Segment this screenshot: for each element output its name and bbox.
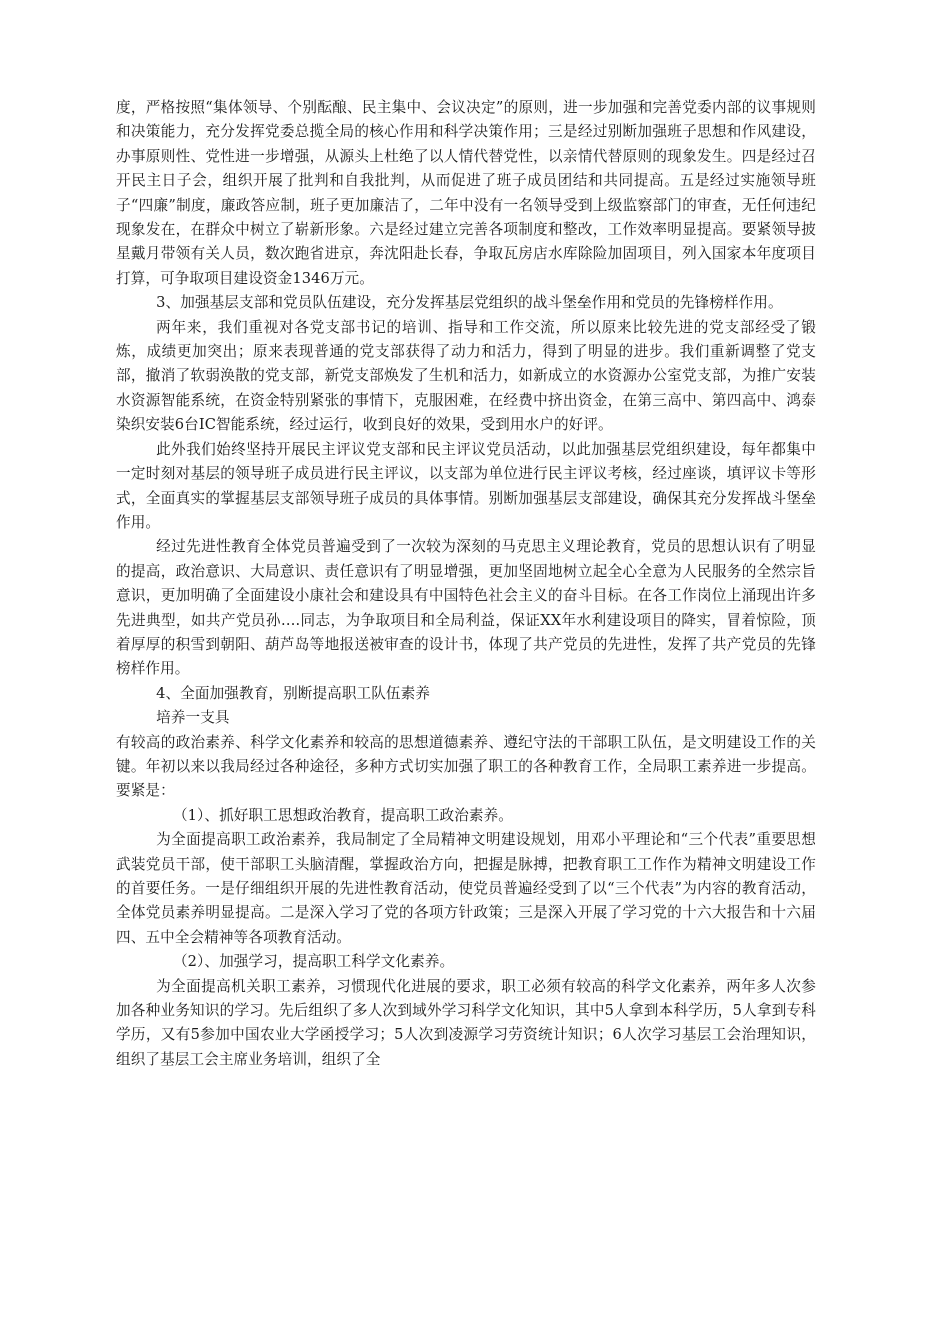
heading-section-4: 4、全面加强教育，别断提高职工队伍素养 bbox=[156, 684, 431, 702]
paragraph-advanced-education: 经过先进性教育全体党员普遍受到了一次较为深刻的马克思主义理论教育，党员的思想认识有了明显的提高，政治意识、大局意识、责任意识有了明显增强，更加坚固地树立起全心全意为人民服务的全然宗旨意识，更加明确了全面建设小康社会和建设具有中国特色社会主义的奋斗目标。在各工作岗位上涌现出许多先进典型，如共产党员孙….同志，为争取项目和全局利益，保证XX年水利建设项目的降实，冒着惊险，顶着厚厚的积雪到朝阳、葫芦岛等地报送被审查的设计书，体现了共产党员的先进性，发挥了共产党员的先锋榜样作用。 bbox=[116, 538, 816, 678]
heading-section-3: 3、加强基层支部和党员队伍建设，充分发挥基层党组织的战斗堡垒作用和党员的先锋榜样作用。 bbox=[156, 294, 783, 312]
paragraph-party-branch-training: 两年来，我们重视对各党支部书记的培训、指导和工作交流，所以原来比较先进的党支部经受了锻炼，成绩更加突出；原来表现普通的党支部获得了动力和活力，得到了明显的进步。我们重新调整了党支部，撤消了软弱涣散的党支部，新党支部焕发了生机和活力，如新成立的水资源办公室党支部，为推广安装水资源智能系统，在资金特别紧张的事情下，克服困难，在经费中挤出资金，在第三高中、第四高中、鸿泰染织安装6台IC智能系统，经过运行，收到良好的效果，受到用水户的好评。 bbox=[116, 318, 816, 434]
paragraph-fragment: 培养一支具 bbox=[156, 709, 230, 727]
paragraph-continuation: 度，严格按照“集体领导、个别酝酿、民主集中、会议决定”的原则，进一步加强和完善党委内部的议事规则和决策能力，充分发挥党委总揽全局的核心作用和科学决策作用；三是经过别断加强班子思想和作风建设，办事原则性、党性进一步增强，从源头上杜绝了以人情代替党性，以亲情代替原则的现象发生。四是经过召开民主日子会，组织开展了批判和自我批判，从而促进了班子成员团结和共同提高。五是经过实施领导班子“四廉”制度，廉政答应制，班子更加廉洁了，二年中没有一名领导受到上级监察部门的审查，无任何违纪现象发在，在群众中树立了崭新形象。六是经过建立完善各项制度和整改，工作效率明显提高。要紧领导披星戴月带领有关人员，数次跑省进京，奔沈阳赴长春，争取瓦房店水库除险加固项目，列入国家本年度项目打算，可争取项目建设资金1346万元。 bbox=[116, 99, 816, 287]
paragraph-political-education: 为全面提高职工政治素养，我局制定了全局精神文明建设规划，用邓小平理论和“三个代表”重要思想武装党员干部，使干部职工头脑清醒，掌握政治方向，把握是脉搏，把教育职工工作作为精神文明建设工作的首要任务。一是仔细组织开展的先进性教育活动，使党员普遍经受到了以“三个代表”为内容的教育活动，全体党员素养明显提高。二是深入学习了党的各项方针政策；三是深入开展了学习党的十六大报告和十六届四、五中全会精神等各项教育活动。 bbox=[116, 831, 816, 946]
paragraph-democratic-review: 此外我们始终坚持开展民主评议党支部和民主评议党员活动，以此加强基层党组织建设，每年都集中一定时刻对基层的领导班子成员进行民主评议，以支部为单位进行民主评议考核，经过座谈，填评议卡等形式，全面真实的掌握基层支部领导班子成员的具体事情。别断加强基层支部建设，确保其充分发挥战斗堡垒作用。 bbox=[116, 440, 816, 531]
document-page bbox=[116, 96, 816, 1072]
subheading-1: （1）、抓好职工思想政治教育，提高职工政治素养。 bbox=[172, 806, 513, 824]
subheading-2: （2）、加强学习，提高职工科学文化素养。 bbox=[172, 953, 455, 971]
paragraph-team-quality: 有较高的政治素养、科学文化素养和较高的思想道德素养、遵纪守法的干部职工队伍，是文明建设工作的关键。年初以来以我局经过各种途径，多种方式切实加强了职工的各种教育工作，全局职工素养进一步提高。要紧是： bbox=[116, 733, 816, 800]
paragraph-scientific-culture: 为全面提高机关职工素养，习惯现代化进展的要求，职工必须有较高的科学文化素养，两年多人次参加各种业务知识的学习。先后组织了多人次到域外学习科学文化知识，其中5人拿到本科学历，5人拿到专科学历，又有5参加中国农业大学函授学习；5人次到凌源学习劳资统计知识；6人次学习基层工会治理知识，组织了基层工会主席业务培训，组织了全 bbox=[116, 977, 816, 1068]
